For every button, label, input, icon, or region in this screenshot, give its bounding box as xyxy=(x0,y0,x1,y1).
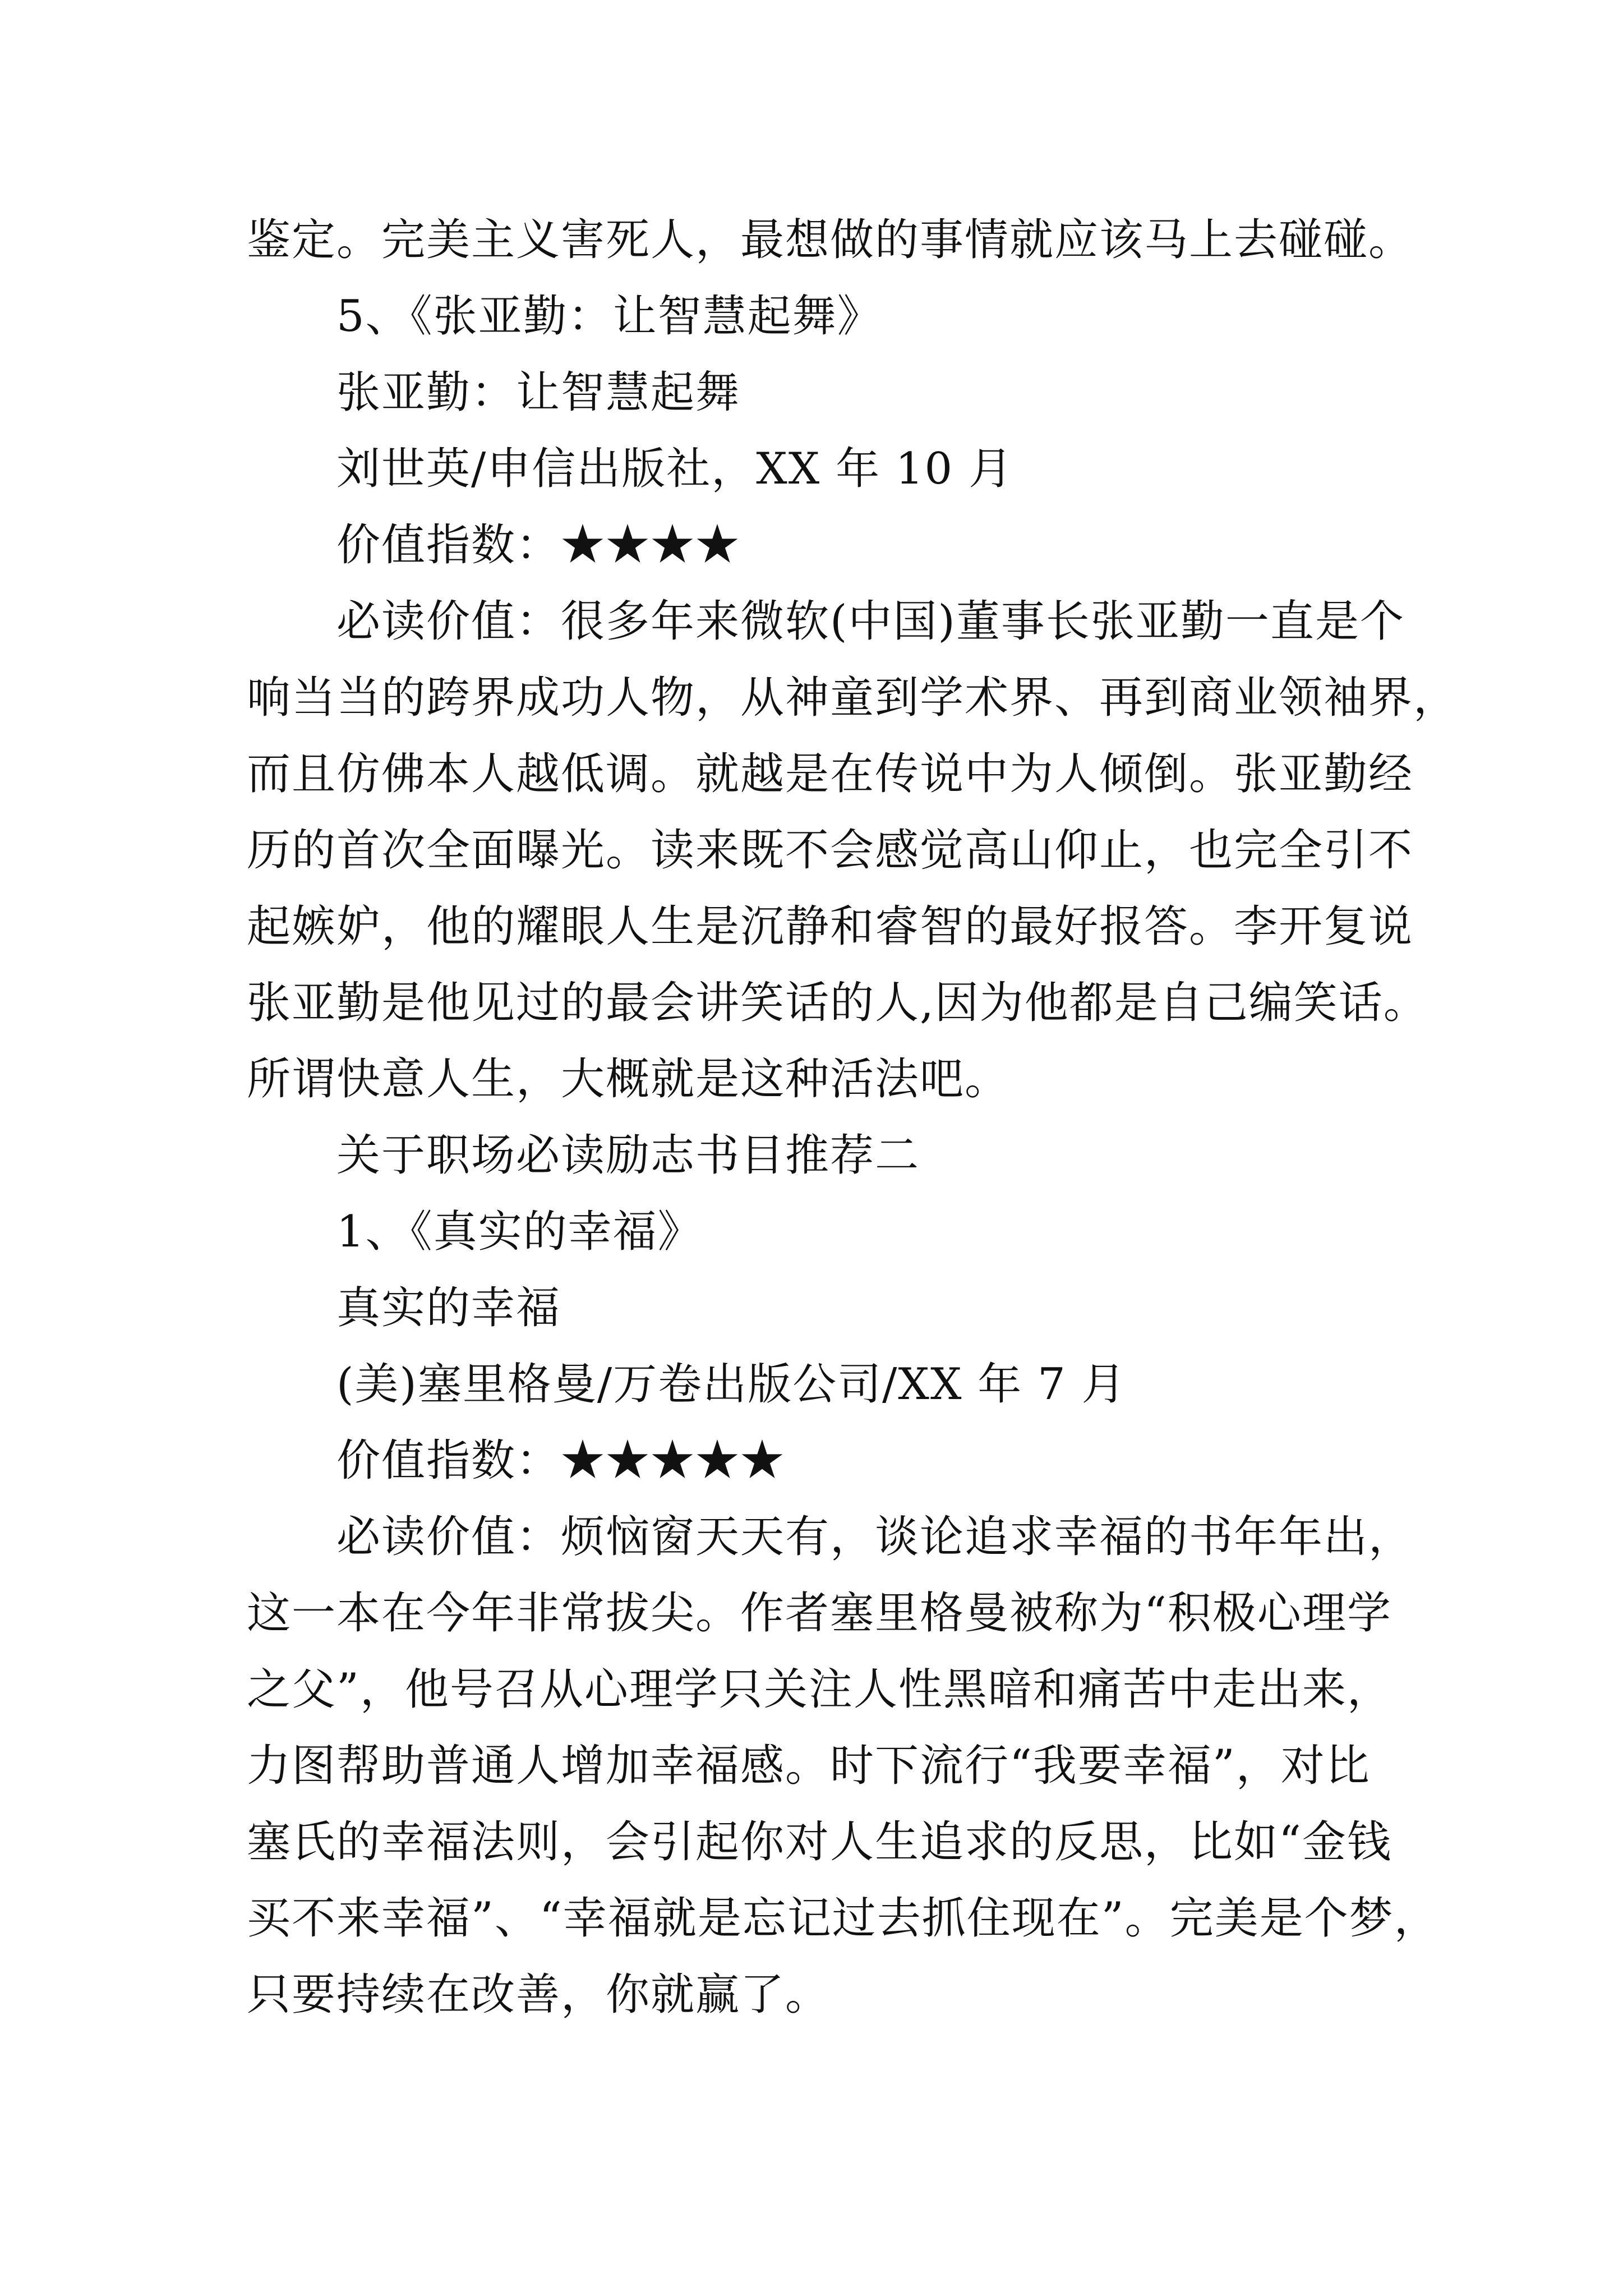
text-line: 所谓快意人生，大概就是这种活法吧。 xyxy=(247,1054,1010,1105)
text-line: 力图帮助普通人增加幸福感。时下流行“我要幸福”，对比 xyxy=(247,1741,1371,1791)
text-line: 历的首次全面曝光。读来既不会感觉高山仰止，也完全引不 xyxy=(247,825,1414,876)
text-line: 响当当的跨界成功人物，从神童到学术界、再到商业领袖界， xyxy=(247,673,1459,723)
text-line: 买不来幸福”、“幸福就是忘记过去抓住现在”。完美是个梦， xyxy=(247,1893,1439,1944)
book-author-publisher: 刘世英/申信出版社，XX 年 10 月 xyxy=(336,444,1013,494)
book-title: 真实的幸福 xyxy=(336,1283,561,1333)
value-rating: 价值指数：★★★★★ xyxy=(336,1435,786,1486)
book-author-publisher: (美)塞里格曼/万卷出版公司/XX 年 7 月 xyxy=(336,1359,1127,1410)
text-line: 张亚勤是他见过的最会讲笑话的人,因为他都是自己编笑话。 xyxy=(247,978,1428,1028)
text-line: 必读价值：很多年来微软(中国)董事长张亚勤一直是个 xyxy=(336,596,1405,647)
section-heading: 关于职场必读励志书目推荐二 xyxy=(336,1130,920,1181)
book-heading: 5、《张亚勤：让智慧起舞》 xyxy=(336,291,882,342)
text-line: 而且仿佛本人越低调。就越是在传说中为人倾倒。张亚勤经 xyxy=(247,749,1414,799)
book-heading: 1、《真实的幸福》 xyxy=(336,1207,703,1257)
text-line: 塞氏的幸福法则，会引起你对人生追求的反思，比如“金钱 xyxy=(247,1817,1392,1867)
text-line: 只要持续在改善，你就赢了。 xyxy=(247,1970,831,2020)
document-body xyxy=(247,202,1459,2033)
text-line: 之父”，他号召从心理学只关注人性黑暗和痛苦中走出来， xyxy=(247,1664,1392,1715)
text-line: 必读价值：烦恼窗天天有，谈论追求幸福的书年年出， xyxy=(336,1512,1414,1562)
book-title: 张亚勤：让智慧起舞 xyxy=(336,367,741,418)
text-line: 鉴定。完美主义害死人，最想做的事情就应该马上去碰碰。 xyxy=(247,215,1414,265)
value-rating: 价值指数：★★★★ xyxy=(336,520,741,570)
text-line: 这一本在今年非常拔尖。作者塞里格曼被称为“积极心理学 xyxy=(247,1588,1392,1639)
text-line: 起嫉妒，他的耀眼人生是沉静和睿智的最好报答。李开复说 xyxy=(247,901,1414,952)
